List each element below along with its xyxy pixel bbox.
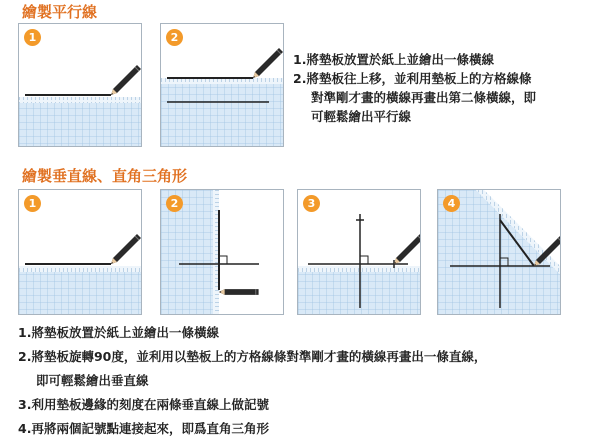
- perpendicular-step-4-illustration: [437, 189, 561, 315]
- perpendicular-step-4-text: 4.再將兩個記號點連接起來，即爲直角三角形: [18, 421, 269, 436]
- perpendicular-steps-text: [18, 321, 486, 441]
- parallel-step-1-illustration: [18, 23, 142, 147]
- perpendicular-step-2-text-cont: 即可輕鬆繪出垂直線: [36, 373, 149, 388]
- parallel-step-2-text-cont: 對準剛才畫的橫線再畫出第二條橫線，即: [311, 90, 537, 105]
- parallel-step-2-text: 2.將墊板往上移，並利用墊板上的方格線條: [293, 71, 532, 86]
- perpendicular-step-3-illustration: [297, 189, 421, 315]
- parallel-steps-text: [293, 50, 536, 126]
- parallel-step-1-text: 1.將墊板放置於紙上並繪出一條橫線: [293, 52, 494, 67]
- step-badge: 2: [166, 195, 183, 212]
- perpendicular-step-1-illustration: [18, 189, 142, 315]
- step-badge: 4: [443, 195, 460, 212]
- perpendicular-step-3-text: 3.利用墊板邊緣的刻度在兩條垂直線上做記號: [18, 397, 269, 412]
- step-badge: 2: [166, 29, 183, 46]
- perpendicular-step-1-text: 1.將墊板放置於紙上並繪出一條橫線: [18, 325, 219, 340]
- parallel-step-2-text-cont2: 可輕鬆繪出平行線: [311, 109, 412, 124]
- section-title-perpendicular: 繪製垂直線、直角三角形: [22, 167, 188, 185]
- step-badge: 1: [24, 195, 41, 212]
- step-badge: 1: [24, 29, 41, 46]
- perpendicular-step-2-text: 2.將墊板旋轉90度，並利用以墊板上的方格線條對準剛才畫的橫線再畫出一條直線，: [18, 349, 487, 364]
- perpendicular-step-2-illustration: [160, 189, 284, 315]
- section-title-parallel: 繪製平行線: [22, 3, 98, 21]
- parallel-step-2-illustration: [160, 23, 284, 147]
- step-badge: 3: [303, 195, 320, 212]
